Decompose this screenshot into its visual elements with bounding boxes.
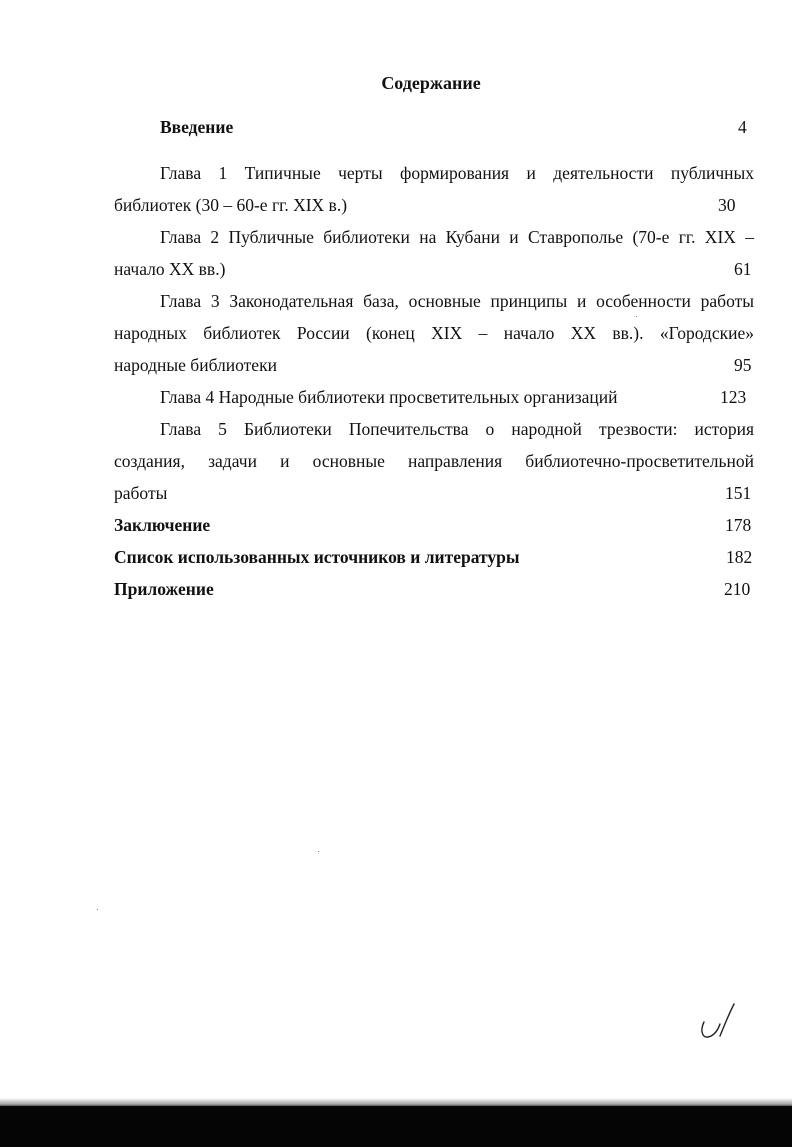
- toc-entry-sources-page: 182: [726, 547, 753, 567]
- page-title: Содержание: [381, 73, 481, 93]
- toc-entry-ch3-line3: народные библиотеки: [114, 355, 277, 375]
- toc-entry-intro-page: 4: [738, 117, 747, 137]
- toc-entry-ch1-page: 30: [718, 195, 736, 215]
- scan-speck: [97, 909, 98, 910]
- toc-entry-ch5-page: 151: [725, 483, 752, 503]
- toc-entry-ch2-line1: Глава 2 Публичные библиотеки на Кубани и Ставрополье (70-е гг. XIX –: [160, 227, 754, 247]
- toc-entry-ch5-line2: создания, задачи и основные направления библиотечно-просветительной: [114, 451, 754, 471]
- toc-entry-ch5-line1: Глава 5 Библиотеки Попечительства о народной трезвости: история: [160, 419, 754, 439]
- toc-entry-ch1-line1: Глава 1 Типичные черты формирования и деятельности публичных: [160, 163, 754, 183]
- toc-entry-ch5-line3: работы: [114, 483, 168, 503]
- handwritten-mark-icon: [696, 1000, 740, 1044]
- toc-entry-sources-label: Список использованных источников и литературы: [114, 547, 520, 567]
- toc-entry-ch2-line2: начало XX вв.): [114, 259, 226, 279]
- scan-speck: [318, 851, 319, 852]
- toc-entry-ch1-line2: библиотек (30 – 60-е гг. XIX в.): [114, 195, 348, 215]
- toc-entry-ch3-line2: народных библиотек России (конец XIX – начало XX вв.). «Городские»: [114, 323, 754, 343]
- scan-speck: [636, 316, 637, 317]
- toc-entry-ch2-page: 61: [734, 259, 752, 279]
- toc-entry-conclusion-page: 178: [725, 515, 752, 535]
- toc-entry-intro-label: Введение: [160, 117, 234, 137]
- toc-entry-ch3-line1: Глава 3 Законодательная база, основные принципы и особенности работы: [160, 291, 754, 311]
- toc-entry-appendix-label: Приложение: [114, 579, 214, 599]
- toc-entry-conclusion-label: Заключение: [114, 515, 211, 535]
- toc-entry-ch4-page: 123: [720, 387, 747, 407]
- toc-entry-appendix-page: 210: [724, 579, 751, 599]
- toc-entry-ch3-page: 95: [734, 355, 752, 375]
- toc-entry-ch4-line1: Глава 4 Народные библиотеки просветительных организаций: [160, 387, 618, 407]
- scan-border: [0, 1106, 792, 1147]
